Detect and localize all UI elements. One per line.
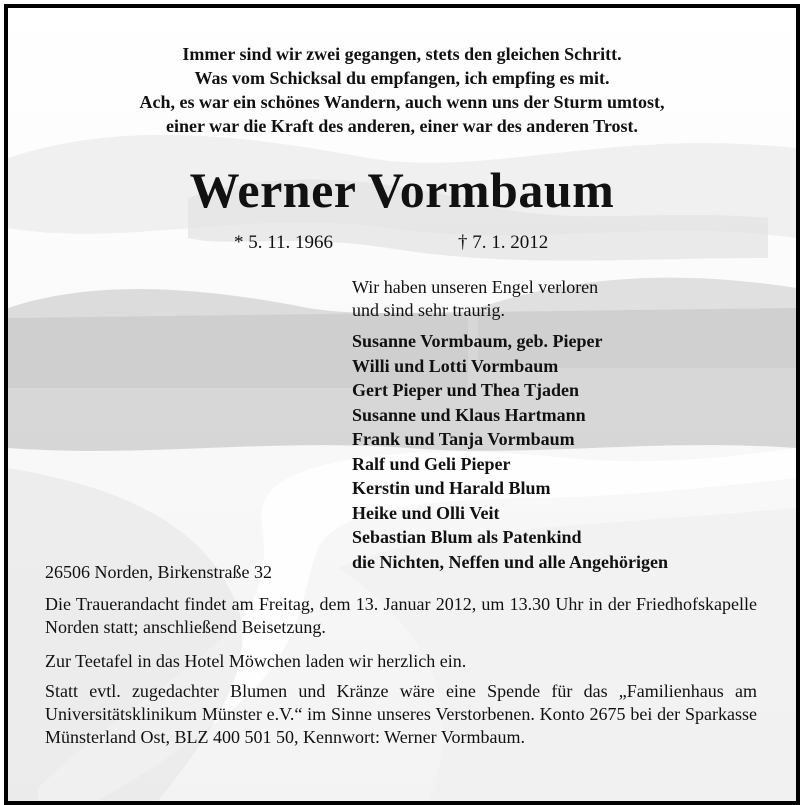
address: 26506 Norden, Birkenstraße 32 [45, 562, 272, 582]
service-notice: Die Trauerandacht findet am Freitag, dem 13. Januar 2012, um 13.30 Uhr in der Friedhofskapelle Norden statt; anschließend Beisetzung. [45, 594, 757, 637]
family-member: Willi und Lotti Vormbaum [352, 355, 559, 376]
family-member: Susanne Vormbaum, geb. Pieper [352, 331, 603, 351]
family-member: Gert Pieper und Thea Tjaden [352, 380, 580, 400]
death-date: † 7. 1. 2012 [458, 232, 549, 253]
family-member: Frank und Tanja Vormbaum [352, 429, 575, 449]
family-member: Heike und Olli Veit [352, 502, 500, 523]
family-member: Ralf und Geli Pieper [352, 453, 511, 474]
obituary-card [4, 4, 800, 805]
tea-invitation: Zur Teetafel in das Hotel Möwchen laden wir herzlich ein. [45, 651, 467, 671]
poem-line-4: einer war die Kraft des anderen, einer war des anderen Trost. [166, 116, 638, 136]
poem-line-1: Immer sind wir zwei gegangen, stets den gleichen Schritt. [182, 44, 622, 64]
family-member: Sebastian Blum als Patenkind [352, 527, 582, 547]
donation-notice: Statt evtl. zugedachter Blumen und Kränze wäre eine Spende für das „Familienhaus am Universitätsklinikum Münster e.V.“ im Sinne unseres Verstorbenen. Konto 2675 bei der Sparkasse Münsterland Ost, BLZ 400 501 50, Kennwort: Werner Vormbaum. [45, 681, 757, 747]
poem-line-2: Was vom Schicksal du empfangen, ich empfing es mit. [194, 68, 610, 88]
family-member: Kerstin und Harald Blum [352, 478, 551, 498]
poem [8, 42, 796, 138]
intro-line-1: Wir haben unseren Engel verloren [352, 277, 599, 297]
mourning-intro [352, 276, 598, 322]
poem-line-3: Ach, es war ein schönes Wandern, auch wenn uns der Sturm umtost, [139, 92, 665, 112]
family-list [352, 329, 668, 574]
family-member: Susanne und Klaus Hartmann [352, 404, 586, 425]
family-member: die Nichten, Neffen und alle Angehörigen [352, 551, 669, 572]
intro-line-2: und sind sehr traurig. [352, 300, 505, 320]
birth-date: * 5. 11. 1966 [234, 232, 334, 253]
deceased-name: Werner Vormbaum [189, 162, 615, 218]
